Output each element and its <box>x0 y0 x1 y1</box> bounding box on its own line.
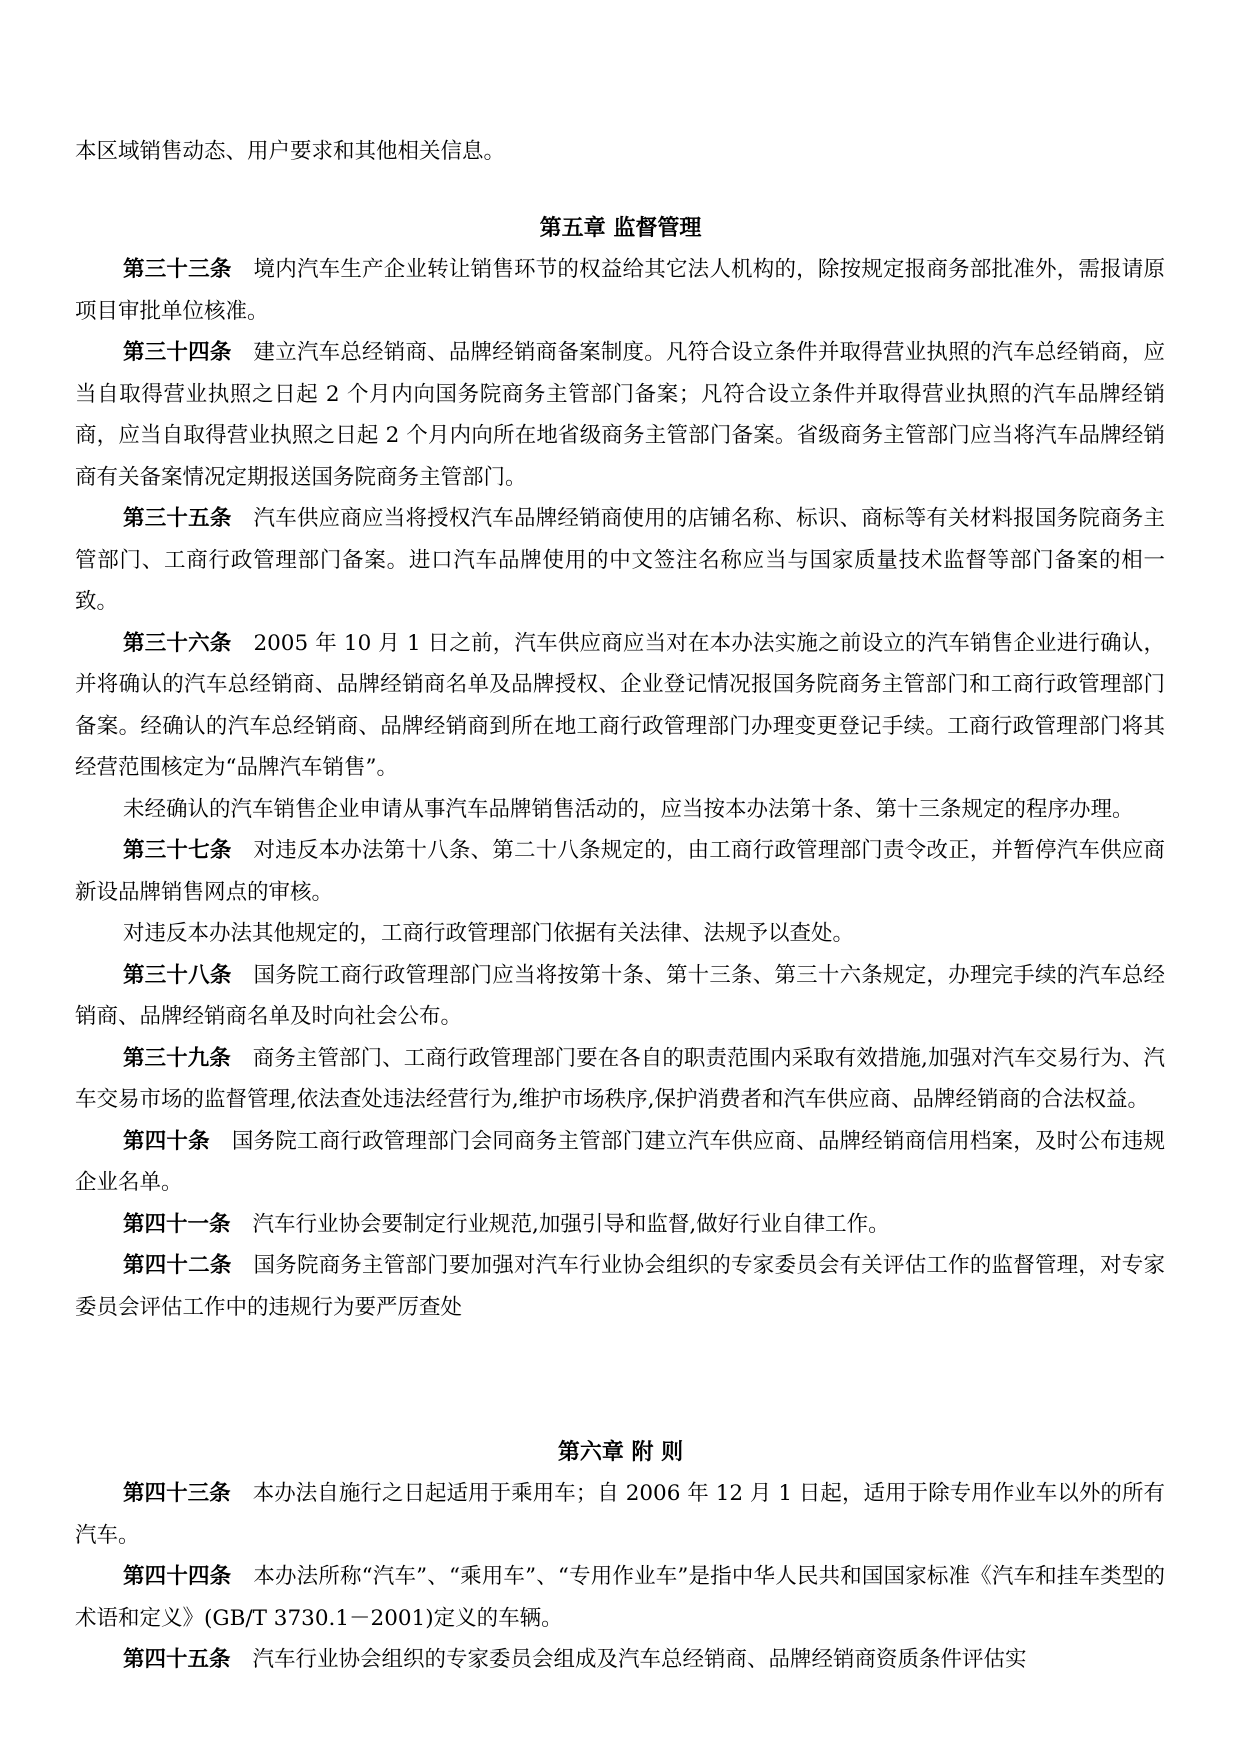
article-38 <box>75 955 1165 1038</box>
article-label: 第四十二条 <box>123 1253 232 1278</box>
article-text: 国务院工商行政管理部门应当将按第十条、第十三条、第三十六条规定，办理完手续的汽车总经销商、品牌经销商名单及时向社会公布。 <box>75 962 1165 1029</box>
article-40 <box>75 1121 1165 1204</box>
article-text: 商务主管部门、工商行政管理部门要在各自的职责范围内采取有效措施,加强对汽车交易行为、汽车交易市场的监督管理,依法查处违法经营行为,维护市场秩序,保护消费者和汽车供应商、品牌经销商的合法权益。 <box>75 1045 1165 1112</box>
chapter-6-body <box>75 1473 1165 1681</box>
article-44 <box>75 1556 1165 1639</box>
article-label: 第三十八条 <box>123 962 232 988</box>
article-label: 第四十四条 <box>123 1564 232 1589</box>
article-label: 第四十条 <box>123 1128 210 1154</box>
intro-paragraph <box>75 131 1165 173</box>
article-41 <box>75 1204 1165 1246</box>
article-text: 本办法所称“汽车”、“乘用车”、“专用作业车”是指中华人民共和国国家标准《汽车和挂车类型的术语和定义》(GB/T 3730.1－2001)定义的车辆。 <box>75 1564 1165 1631</box>
article-text: 2005 年 10 月 1 日之前，汽车供应商应当对在本办法实施之前设立的汽车销售企业进行确认，并将确认的汽车总经销商、品牌经销商名单及品牌授权、企业登记情况报国务院商务主管部门和工商行政管理部门备案。经确认的汽车总经销商、品牌经销商到所在地工商行政管理部门办理变更登记手续。工商行政管理部门将其经营范围核定为“品牌汽车销售”。 <box>75 630 1165 780</box>
article-label: 第三十九条 <box>123 1045 231 1071</box>
article-text: 对违反本办法其他规定的，工商行政管理部门依据有关法律、法规予以查处。 <box>123 921 855 946</box>
article-42 <box>75 1245 1165 1328</box>
article-text: 对违反本办法第十八条、第二十八条规定的，由工商行政管理部门责令改正，并暂停汽车供应商新设品牌销售网点的审核。 <box>75 838 1165 905</box>
chapter-6-heading: 第六章 附 则 <box>557 1439 684 1465</box>
article-text: 本办法自施行之日起适用于乘用车；自 2006 年 12 月 1 日起，适用于除专用作业车以外的所有汽车。 <box>75 1481 1165 1548</box>
article-label: 第三十五条 <box>123 506 232 531</box>
article-text: 汽车行业协会组织的专家委员会组成及汽车总经销商、品牌经销商资质条件评估实 <box>252 1647 1027 1672</box>
article-label: 第三十六条 <box>123 630 232 656</box>
article-label: 第四十五条 <box>123 1647 231 1672</box>
article-text: 未经确认的汽车销售企业申请从事汽车品牌销售活动的，应当按本办法第十条、第十三条规定的程序办理。 <box>123 796 1134 822</box>
article-34 <box>75 332 1165 498</box>
article-text: 国务院工商行政管理部门会同商务主管部门建立汽车供应商、品牌经销商信用档案，及时公布违规企业名单。 <box>75 1128 1165 1195</box>
article-45 <box>75 1639 1165 1681</box>
article-43 <box>75 1473 1165 1556</box>
article-35 <box>75 498 1165 623</box>
article-label: 第三十四条 <box>123 340 232 365</box>
intro-text: 本区域销售动态、用户要求和其他相关信息。 <box>75 139 506 164</box>
chapter-5-body <box>75 249 1165 1328</box>
article-36-continued <box>75 789 1165 831</box>
article-text: 国务院商务主管部门要加强对汽车行业协会组织的专家委员会有关评估工作的监督管理，对专家委员会评估工作中的违规行为要严厉查处 <box>75 1253 1165 1320</box>
article-39 <box>75 1038 1165 1121</box>
article-label: 第三十七条 <box>123 838 232 863</box>
article-text: 建立汽车总经销商、品牌经销商备案制度。凡符合设立条件并取得营业执照的汽车总经销商，应当自取得营业执照之日起 2 个月内向国务院商务主管部门备案；凡符合设立条件并取得营业执照的汽车品牌经销商，应当自取得营业执照之日起 2 个月内向所在地省级商务主管部门备案。省级商务主管部门应当将汽车品牌经销商有关备案情况定期报送国务院商务主管部门。 <box>75 340 1165 490</box>
article-text: 汽车行业协会要制定行业规范,加强引导和监督,做好行业自律工作。 <box>252 1211 890 1237</box>
article-label: 第四十一条 <box>123 1211 231 1237</box>
article-text: 汽车供应商应当将授权汽车品牌经销商使用的店铺名称、标识、商标等有关材料报国务院商务主管部门、工商行政管理部门备案。进口汽车品牌使用的中文签注名称应当与国家质量技术监督等部门备案的相一致。 <box>75 506 1165 614</box>
article-33 <box>75 249 1165 332</box>
article-label: 第四十三条 <box>123 1481 231 1506</box>
article-37-continued <box>75 913 1165 955</box>
article-36 <box>75 623 1165 789</box>
article-text: 境内汽车生产企业转让销售环节的权益给其它法人机构的，除按规定报商务部批准外，需报请原项目审批单位核准。 <box>75 257 1165 324</box>
article-label: 第三十三条 <box>123 257 232 282</box>
article-37 <box>75 830 1165 913</box>
chapter-5-heading: 第五章 监督管理 <box>539 215 702 241</box>
